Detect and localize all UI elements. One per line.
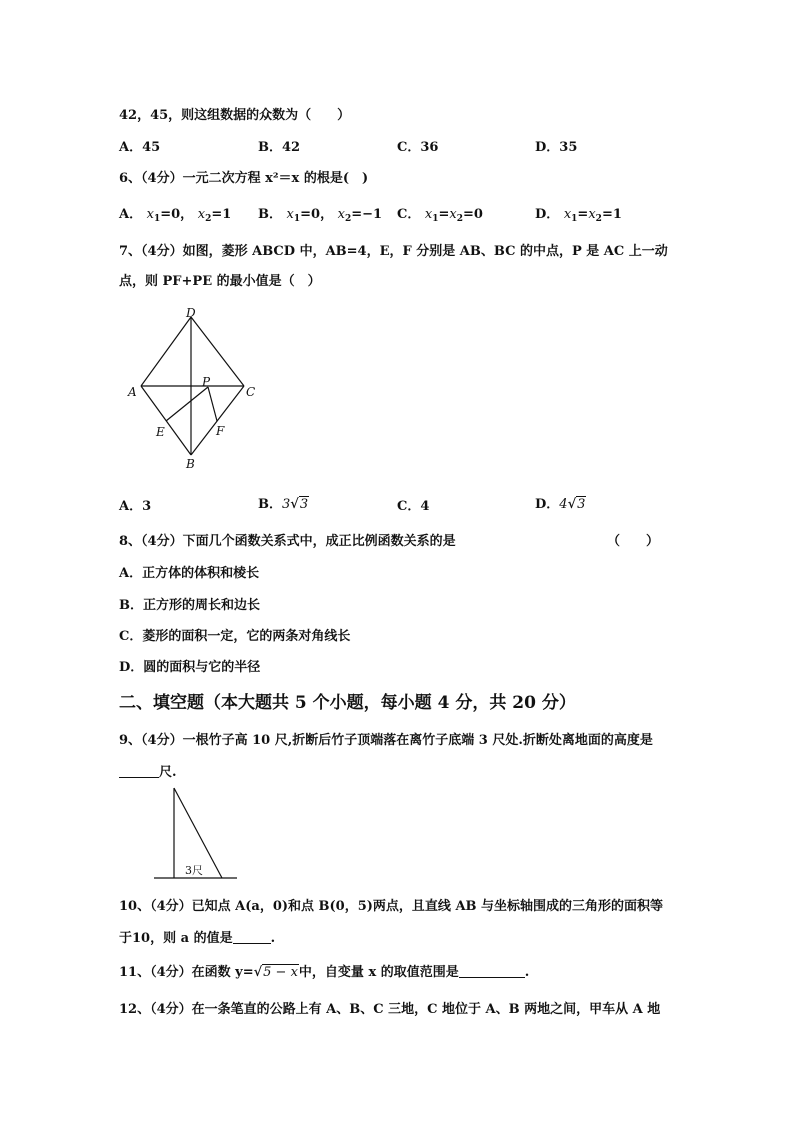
q5-option-d: D．35: [535, 140, 578, 155]
q6-a-s1: 1: [153, 214, 161, 224]
q6-option-d: [535, 203, 622, 224]
q7-stem-line1: 7、（4分）如图，菱形 ABCD 中，AB=4，E，F 分别是 AB、BC 的中点，P 是 AC 上一动: [119, 244, 668, 259]
q10-line2-post: .: [270, 931, 276, 946]
q11-answer-blank[interactable]: [459, 965, 525, 978]
q6-d-s1: 1: [571, 214, 578, 224]
sqrt-icon: √3: [290, 497, 309, 512]
q6-d-x2: x: [588, 207, 596, 222]
label-e: E: [156, 425, 165, 439]
label-c: C: [246, 385, 256, 399]
q6-a-label: A．: [119, 207, 143, 222]
q6-b-s2: 2: [344, 214, 352, 224]
q6-d-v: =1: [601, 207, 622, 222]
q7-option-a: A．3: [119, 499, 152, 514]
q6-stem: 6、（4分）一元二次方程 x²＝x 的根是( ): [119, 171, 369, 186]
q6-b-s1: 1: [293, 214, 301, 224]
q6-option-a: [119, 203, 231, 224]
q7-stem-line2: 点，则 PF+PE 的最小值是（ ）: [119, 274, 321, 289]
q11-line: [119, 961, 529, 980]
q6-d-x1: x: [563, 207, 572, 222]
q6-c-s1: 1: [432, 214, 439, 224]
q9-stem: 9、（4分）一根竹子高 10 尺,折断后竹子顶端落在离竹子底端 3 尺处.折断处离地面的高度是: [119, 733, 653, 748]
q11-pre: 11、（4分）在函数 y=: [119, 965, 254, 980]
q6-b-v2: =−1: [351, 207, 383, 222]
segment-pf: [208, 387, 217, 421]
q10-line1: 10、（4分）已知点 A(a，0)和点 B(0，5)两点，且直线 AB 与坐标轴围成的三角形的面积等: [119, 899, 664, 914]
edge-ad: [141, 317, 191, 386]
q6-option-c: [397, 203, 483, 224]
sqrt-icon: √5 − x: [253, 965, 298, 980]
rhombus-figure: [120, 305, 270, 475]
q6-c-x1: x: [424, 207, 433, 222]
bamboo-figure: [152, 785, 242, 885]
q7-option-c: C．4: [397, 499, 430, 514]
q7-d-label: D．: [535, 497, 560, 512]
q7-option-b: [258, 493, 309, 512]
q5-option-c: C．36: [397, 140, 439, 155]
q12-line1: 12、（4分）在一条笔直的公路上有 A、B、C 三地，C 地位于 A、B 两地之间，甲车从 A 地: [119, 1002, 661, 1017]
q6-a-x2: x: [197, 207, 206, 222]
q11-radicand: 5 − x: [263, 965, 298, 980]
q9-answer-blank[interactable]: [119, 765, 159, 778]
q5-option-b: B．42: [258, 140, 301, 155]
q6-c-s2: 2: [456, 214, 464, 224]
q6-d-s2: 2: [595, 214, 602, 224]
q6-b-label: B．: [258, 207, 282, 222]
q6-option-b: [258, 203, 382, 224]
q11-mid: 中，自变量 x 的取值范围是: [298, 965, 459, 980]
edge-dc: [191, 317, 244, 386]
q7-d-rad: 3: [577, 497, 586, 512]
segment-pe: [166, 387, 208, 421]
q8-option-a: A．正方体的体积和棱长: [119, 566, 260, 581]
q6-c-eq: =: [438, 207, 450, 222]
edge-cb: [191, 386, 244, 455]
q6-a-v1: =0，: [160, 207, 194, 222]
q7-option-d: [535, 493, 586, 512]
q9-answer-line: [119, 761, 177, 780]
q5-option-a: A．45: [119, 140, 161, 155]
label-p: P: [202, 375, 211, 389]
q6-d-eq: =: [577, 207, 589, 222]
q6-a-v2: =1: [211, 207, 232, 222]
q8-answer-paren: （ ）: [607, 534, 660, 549]
label-b: B: [186, 457, 195, 471]
sqrt-icon: √3: [567, 497, 586, 512]
q6-c-v: =0: [463, 207, 483, 222]
q8-option-b: B．正方形的周长和边长: [119, 598, 260, 613]
q5-stem-tail: 42，45，则这组数据的众数为（ ）: [119, 108, 351, 123]
q7-b-coef: 3: [282, 497, 291, 512]
q6-b-x1: x: [286, 207, 294, 222]
q8-option-c: C．菱形的面积一定，它的两条对角线长: [119, 629, 351, 644]
q6-a-x1: x: [146, 207, 154, 222]
q10-line2: [119, 927, 275, 946]
q10-line2-pre: 于10，则 a 的值是: [119, 931, 233, 946]
q8-stem: 8、（4分）下面几个函数关系式中，成正比例函数关系的是: [119, 534, 456, 549]
label-a: A: [128, 385, 137, 399]
q10-answer-blank[interactable]: [233, 931, 271, 944]
q8-option-d: D．圆的面积与它的半径: [119, 660, 261, 675]
q7-b-label: B．: [258, 497, 282, 512]
q7-b-rad: 3: [299, 497, 309, 512]
q6-c-x2: x: [449, 207, 457, 222]
figure-label-3chi: 3尺: [185, 864, 203, 877]
label-d: D: [186, 306, 196, 320]
q7-d-coef: 4: [559, 497, 568, 512]
section-heading-fill-in: 二、填空题（本大题共 5 个小题，每小题 4 分，共 20 分）: [119, 693, 576, 713]
q6-b-x2: x: [337, 207, 345, 222]
q6-a-s2: 2: [205, 214, 212, 224]
q6-b-v1: =0，: [300, 207, 334, 222]
label-f: F: [216, 424, 225, 438]
q6-c-label: C．: [397, 207, 421, 222]
q9-unit: 尺.: [159, 765, 177, 780]
q11-post: .: [524, 965, 530, 980]
q6-d-label: D．: [535, 207, 560, 222]
